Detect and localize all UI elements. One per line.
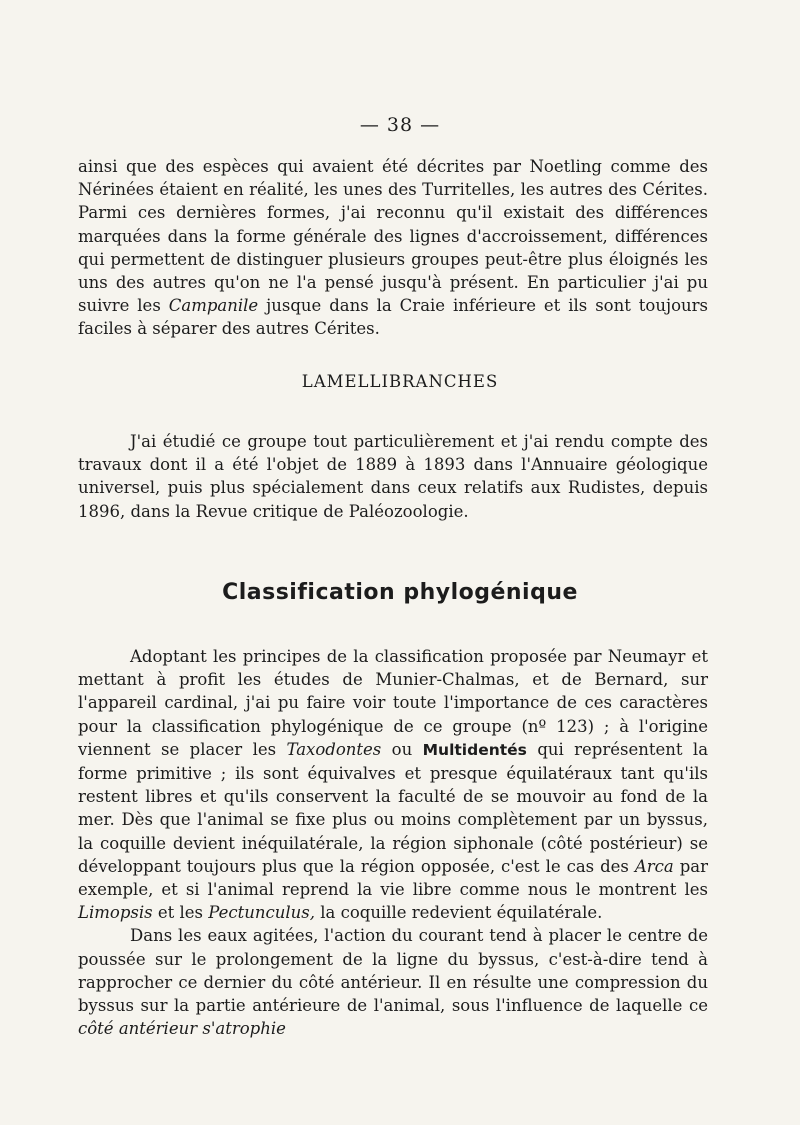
classification-paragraph (78, 645, 708, 924)
classification-text-2: qui représentent la forme primitive ; ils sont équivalves et presque équilatéraux tant qu'ils restent libres et qu'ils conservent la faculté de se mouvoir au fond de la mer. Dès que l'animal se fixe plus ou moins complètement par un byssus, la coquille devient inéquilatérale, la région siphonale (côté postérieur) se développant toujours plus que la région opposée, c'est le cas des (78, 739, 709, 876)
classification-text-1: Adoptant les principes de la classification proposée par Neumayr et mettant à profit les études de Munier-Chalmas, et de Bernard, sur l'appareil cardinal, j'ai pu faire voir toute l'importance de ces caractères pour la classification phylogénique de ce groupe (nº 123) ; à l'origine viennent se placer les (78, 647, 708, 759)
campanile-term: Campanile (168, 296, 259, 316)
taxodontes-term: Taxodontes (286, 739, 382, 759)
continuation-text: ainsi que des espèces qui avaient été décrites par Noetling comme des Nérinées étaient en réalité, les unes des Turritelles, les autres des Cérites. Parmi ces dernières formes, j'ai reconnu qu'il existait des différences marquées dans la forme générale des lignes d'accroissement, différences qui permettent de distinguer plusieurs groupes peut-être plus éloignés les uns des autres qu'on ne l'a pensé jusqu'à présent. En particulier j'ai pu suivre les (78, 157, 708, 316)
conjunction-ou: ou (391, 739, 413, 759)
continuation-text-end: jusque dans la Craie inférieure et ils sont toujours faciles à séparer des autres Cérites. (78, 296, 709, 339)
classification-text-4: la coquille redevient équilatérale. (320, 903, 603, 923)
current-paragraph (78, 924, 708, 1040)
pectunculus-term: Pectunculus, (208, 903, 315, 923)
cote-anterieur-term: côté antérieur s'atrophie (78, 1019, 286, 1039)
multidentes-term: Multidentés (422, 740, 527, 759)
page-number: — 38 — (359, 114, 441, 136)
classification-heading: Classification phylogénique (222, 580, 578, 605)
arca-term: Arca (634, 856, 674, 876)
current-text: Dans les eaux agitées, l'action du courant tend à placer le centre de poussée sur le prolongement de la ligne du byssus, c'est-à-dire tend à rapprocher ce dernier du côté antérieur. Il en résulte une compression du byssus sur la partie antérieure de l'animal, sous l'influence de laquelle ce (78, 926, 708, 1016)
lamellibranches-paragraph: J'ai étudié ce groupe tout particulièrement et j'ai rendu compte des travaux dont il a été l'objet de 1889 à 1893 dans l'Annuaire géologique universel, puis plus spécialement dans ceux relatifs aux Rudistes, depuis 1896, dans la Revue critique de Paléozoologie. (78, 432, 708, 521)
classification-body (78, 645, 708, 1040)
conjunction-et-les: et les (157, 903, 203, 923)
section-heading-lamellibranches: LAMELLIBRANCHES (301, 372, 499, 391)
lamellibranches-paragraph-block (78, 430, 708, 523)
limopsis-term: Limopsis (78, 903, 153, 923)
continuation-paragraph-block (78, 155, 708, 341)
continuation-paragraph (78, 155, 708, 341)
classification-text-3: par exemple, et si l'animal reprend la vie libre comme nous le montrent les (78, 856, 708, 900)
